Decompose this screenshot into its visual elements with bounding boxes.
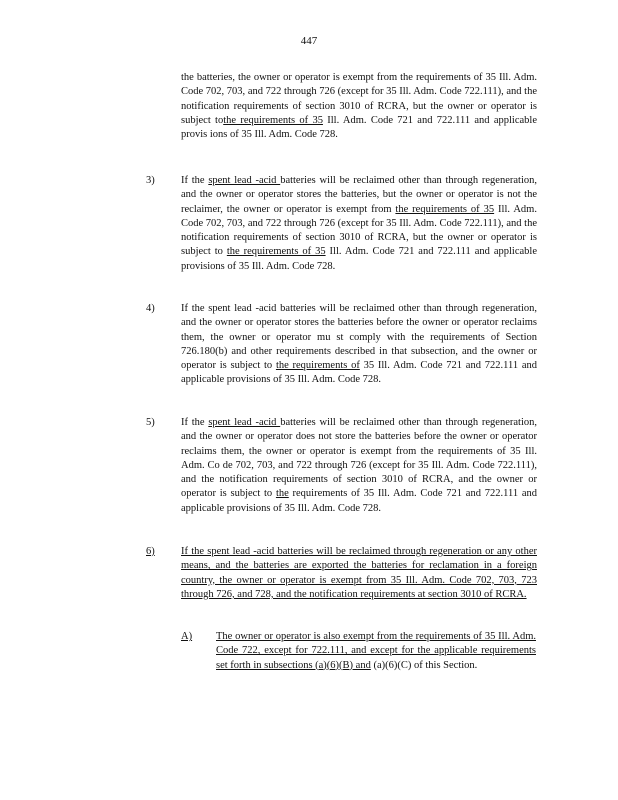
item-6-number: 6) (146, 546, 155, 557)
item-4-text-2: 35 Ill. Adm. Code 721 and 722.111 and applicable provisions of 35 Ill. Adm. Code 728. (181, 360, 537, 386)
item-4-text-1: If the spent lead -acid batteries will be reclaimed other than through regeneration, and the owner or operator stores the batteries before the owner or operator reclaims them, the owner or operator mu st comply with the requirements of Section 726.180(b) and other requirements described in that subsection, and the owner or operator is subject to (181, 303, 537, 372)
subitem-a-paragraph (216, 630, 536, 673)
item-6-paragraph: If the spent lead -acid batteries will be reclaimed through regeneration or any other means, and the batteries are exported the batteries for reclamation in a foreign country, the owner or operator is exempt from 35 Ill. Adm. Code 702, 703, 723 through 726, and 728, and the notification requirements at section 3010 of RCRA. (181, 546, 537, 600)
intro-text: the batteries, the owner or operator is exempt from the requirements of 35 Ill. Adm. Code 702, 703, and 722 through 726 (except for 35 Ill. Adm. Code 722.111), and the notification requirements of section 3010 of RCRA, but the owner or operator is subject to (181, 72, 537, 126)
item-4-underlined-1: the requirements of (275, 360, 360, 372)
item-3-text-4: Ill. Adm. Code 721 and 722.111 and applicable provisions of 35 Ill. Adm. Code 728. (181, 246, 537, 272)
page-number: 447 (300, 35, 318, 47)
item-3-number: 3) (146, 175, 155, 186)
item-3-underlined-3: the requirements of 35 (226, 246, 326, 258)
item-3-paragraph (181, 174, 537, 274)
intro-paragraph (181, 71, 537, 142)
item-3-text-3: Ill. Adm. Code 702, 703, and 722 through 726 (except for 35 Ill. Adm. Code 722.111), and the notification requirements of section 3010 of RCRA, but the owner or operator is subject to (181, 203, 537, 258)
item-3-text-1: If the (181, 175, 209, 186)
item-3-underlined-2: the requirements of 35 (395, 203, 495, 215)
item-3-text-2: batteries will be reclaimed other than through regeneration, and the owner or operator stores the batteries, but the owner or operator is not the reclaimer, the owner or operator is exempt from (181, 175, 537, 215)
subitem-a-text: The owner or operator is also exempt from the requirements of 35 Ill. Adm. Code 722, except for 722.111, and except for the applicable requirements set forth in subsections (a)(6)(B) and (216, 631, 536, 671)
item-4-number: 4) (146, 303, 155, 314)
item-5-paragraph (181, 416, 537, 516)
item-4-paragraph (181, 302, 537, 388)
item-5-text-2: batteries will be reclaimed other than through regeneration, and the owner or operator does not store the batteries before the owner or operator reclaims them, the owner or operator is exempt from the requirements of 35 Ill. Adm. Co de 702, 703, and 722 through 726 (except for 35 Ill. Adm. Code 722.111), and the notification requirements of section 3010 of RCRA, and the owner or operator is subject to (181, 417, 537, 500)
item-5-underlined-1: spent lead -acid (208, 417, 281, 428)
intro-underlined: the requirements of 35 (223, 114, 323, 126)
item-5-number: 5) (146, 417, 155, 428)
item-5-text-3: requirements of 35 Ill. Adm. Code 721 and 722.111 and applicable provisions of 35 Ill. Adm. Code 728. (181, 488, 537, 514)
item-5-underlined-2: the (275, 488, 289, 500)
subitem-a-letter: A) (181, 631, 193, 642)
subitem-a-text-end: (a)(6)(C) of this Section. (370, 659, 478, 671)
item-3-underlined-1: spent lead -acid (208, 175, 281, 186)
intro-text-end: Ill. Adm. Code 721 and 722.111 and applicable provis ions of 35 Ill. Adm. Code 728. (181, 114, 537, 141)
item-5-text-1: If the (181, 417, 209, 428)
